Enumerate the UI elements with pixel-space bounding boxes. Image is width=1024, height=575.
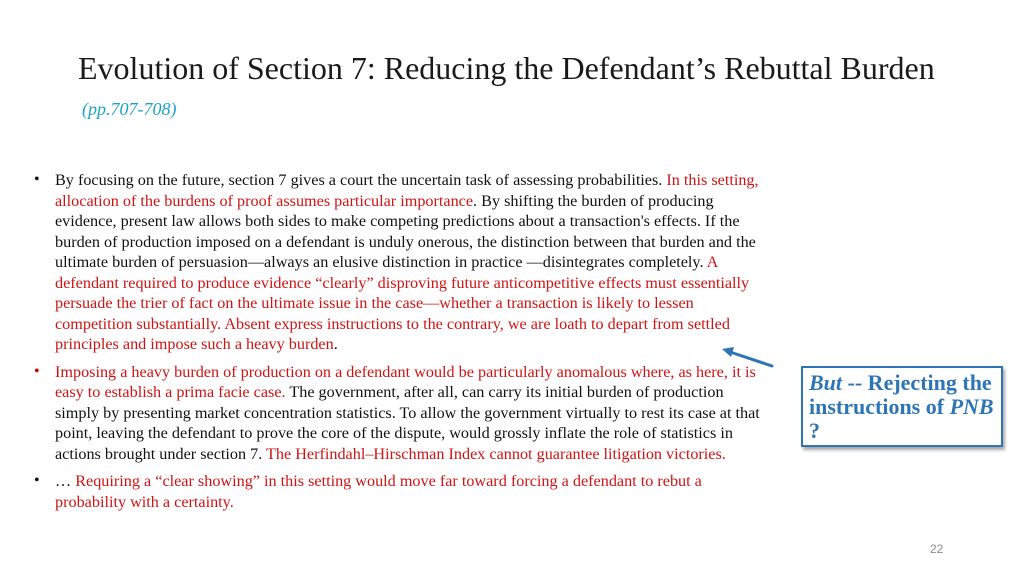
callout-emphasis: PNB <box>949 394 994 419</box>
callout-emphasis: But <box>809 370 843 395</box>
bullet-text: . By shifting the burden of producing evidence, present law allows both sides to make competing predictions about a transaction's effects. If the burden of production imposed on a defendant is unduly onerous, the distinction between that burden and the ultimate burden of persuasion—always an elusive distinction in practice —disintegrates completely. <box>55 191 756 271</box>
bullet-highlight-text: Imposing a heavy burden of production on a defendant would be particularly anomalous where, as here, it is easy to establish a prima facie case. <box>55 362 756 401</box>
bullet-text: The government, after all, can carry its initial burden of production simply by presenting market concentration statistics. To allow the government virtually to rest its case at that point, leaving the defendant to prove the core of the dispute, would grossly inflate the role of statistics in actions brought under section 7. <box>55 383 760 463</box>
slide-title <box>78 50 958 127</box>
bullet-marker: • <box>34 171 40 188</box>
callout-box <box>801 366 1003 447</box>
bullet-item-2 <box>34 362 764 465</box>
bullet-highlight-text: In this setting, allocation of the burdens of proof assumes particular importance <box>55 171 759 210</box>
bullet-text: By focusing on the future, section 7 gives a court the uncertain task of assessing probabilities. <box>55 171 667 189</box>
bullet-marker: • <box>34 472 40 489</box>
callout-text: -- Rejecting the instructions of <box>809 370 992 419</box>
bullet-item-1 <box>34 170 764 355</box>
page-number: 22 <box>930 542 944 556</box>
bullet-text: … <box>55 472 76 490</box>
bullet-text: . <box>333 335 338 353</box>
callout-text: ? <box>809 418 820 443</box>
bullet-highlight-text: Requiring a “clear showing” in this setting would move far toward forcing a defendant to rebut a probability with a certainty. <box>55 472 702 511</box>
arrow-icon <box>718 344 778 374</box>
bullet-item-3 <box>34 471 764 512</box>
title-page-reference: (pp.707-708) <box>82 99 177 119</box>
bullet-list <box>34 170 764 519</box>
bullet-highlight-text: The Herfindahl–Hirschman Index cannot guarantee litigation victories. <box>266 444 726 463</box>
bullet-marker: • <box>34 362 40 380</box>
title-text: Evolution of Section 7: Reducing the Defendant’s Rebuttal Burden <box>78 50 935 86</box>
bullet-highlight-text: A defendant required to produce evidence “clearly” disproving future anticompetitive effects must essentially persuade the trier of fact on the ultimate issue in the case—whether a transaction is likely to lessen competition substantially. Absent express instructions to the contrary, we are loath to depart from settled principles and impose such a heavy burden <box>55 253 750 353</box>
